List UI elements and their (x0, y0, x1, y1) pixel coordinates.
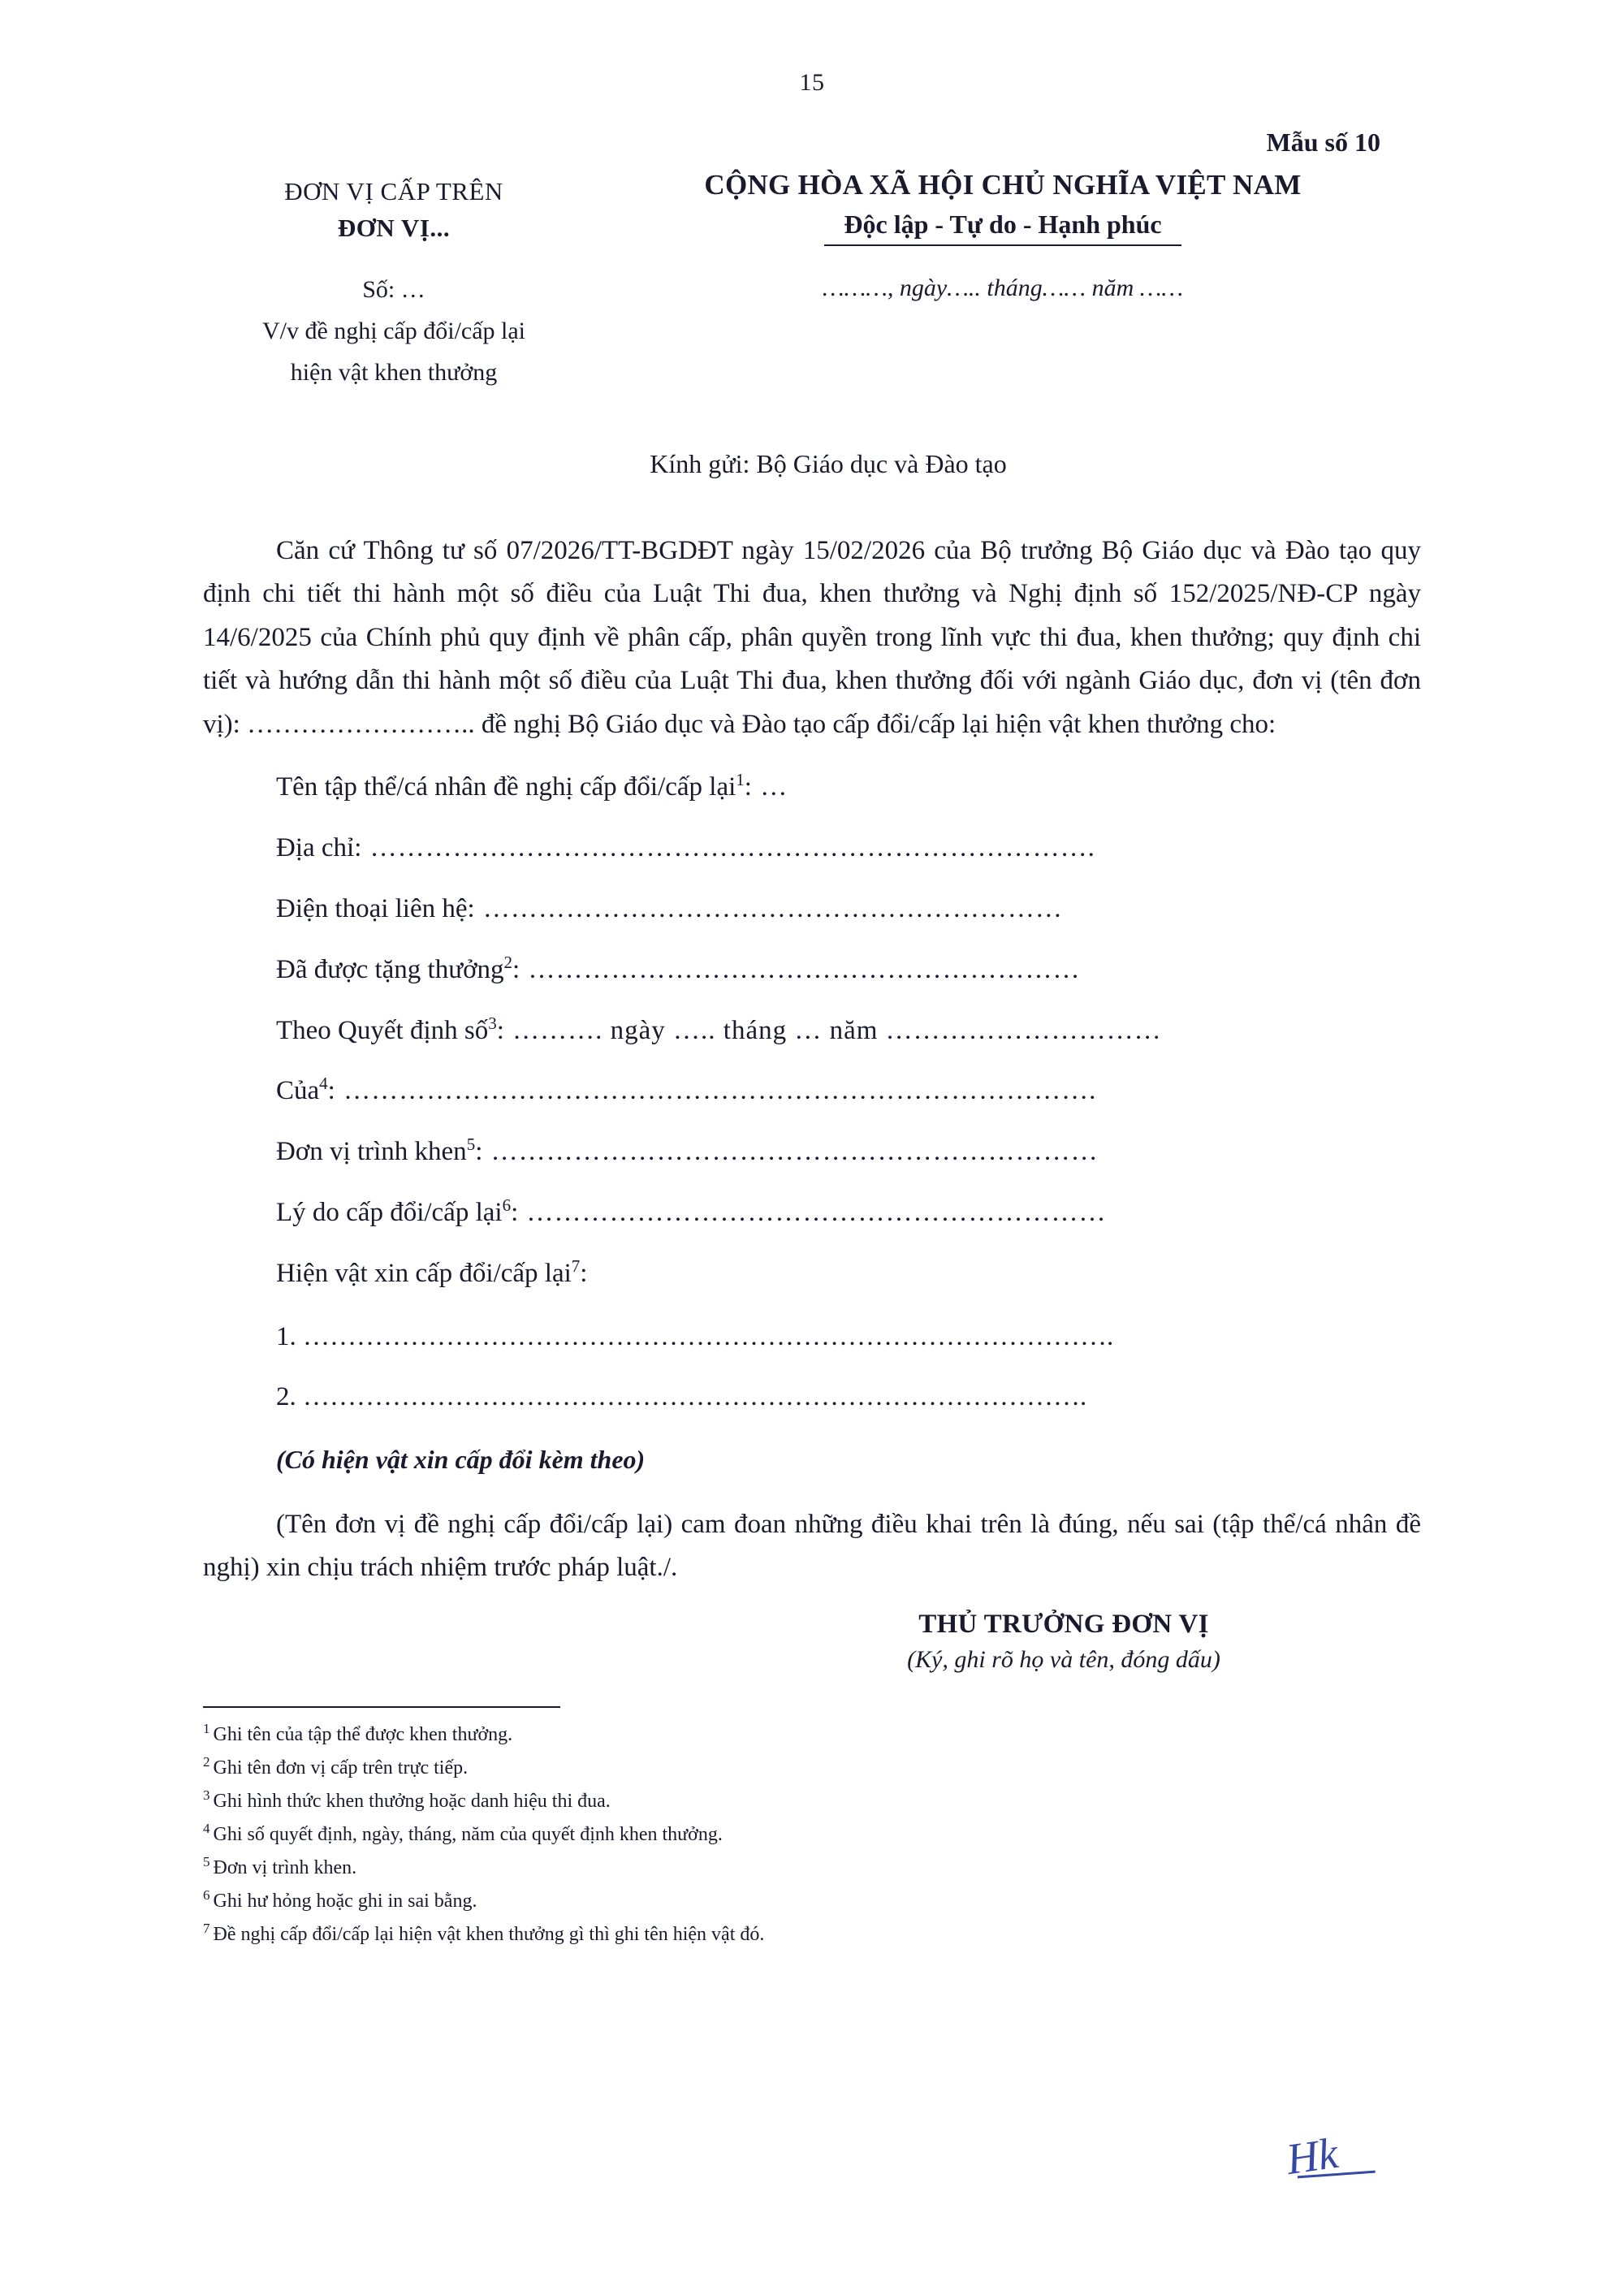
doc-number: Số: … (362, 275, 425, 303)
footnote-number: 5 (203, 1853, 210, 1869)
item-lines (276, 1318, 1421, 1417)
body-paragraph (203, 529, 1421, 746)
footnote-number: 4 (203, 1821, 210, 1837)
signer-title: THỦ TRƯỞNG ĐƠN VỊ (918, 1610, 1209, 1640)
footnote-text: Ghi hình thức khen thưởng hoặc danh hiệu thi đua. (213, 1791, 611, 1813)
document-subheader (203, 271, 1421, 391)
footnote-number: 6 (203, 1887, 210, 1903)
item-line: 2. ……………………………………………………………………………. (276, 1381, 1087, 1411)
fields-list (203, 767, 1421, 1479)
footnote-text: Ghi tên đơn vị cấp trên trực tiếp. (213, 1757, 469, 1779)
field-value: : (580, 1258, 589, 1288)
field-row (276, 1132, 1421, 1172)
national-header-block (585, 169, 1421, 246)
national-motto (824, 210, 1181, 246)
motto-underline (824, 244, 1181, 246)
field-label: Đã được tặng thưởng (276, 954, 504, 984)
body-paragraph-text: Căn cứ Thông tư số 07/2026/TT-BGDĐT ngày 15/02/2026 của Bộ trưởng Bộ Giáo dục và Đào tạo quy định chi tiết thi hành một số điều của Luật Thi đua, khen thưởng và Nghị định số 152/2025/NĐ-CP ngày 14/6/2025 của Chính phủ quy định về phân cấp, phân quyền trong lĩnh vực thi đua, khen thưởng; quy định chi tiết và hướng dẫn thi hành một số điều của Luật Thi đua, khen thưởng đối với ngành Giáo dục, đơn vị (tên đơn vị): …………………….. đề nghị Bộ Giáo dục và Đào tạo cấp đổi/cấp lại hiện vật khen thưởng cho: (203, 535, 1421, 739)
footnote-number: 1 (203, 1721, 210, 1737)
footnote-text: Đơn vị trình khen. (213, 1856, 357, 1878)
item-line: 1. ………………………………………………………………………………. (276, 1321, 1114, 1351)
closing-paragraph (203, 1503, 1421, 1589)
national-motto-text: Độc lập - Tự do - Hạnh phúc (844, 210, 1162, 239)
field-value: : ……………………………………………………… (511, 1198, 1107, 1228)
field-label: Tên tập thể/cá nhân đề nghị cấp đổi/cấp lại (276, 772, 736, 802)
field-row (276, 1071, 1421, 1111)
field-row (276, 1011, 1421, 1051)
field-row (276, 828, 1421, 868)
form-code: Mẫu số 10 (1266, 127, 1380, 157)
attachment-note: (Có hiện vật xin cấp đổi kèm theo) (276, 1445, 646, 1475)
field-value: : ……………………………………………………… (467, 893, 1063, 923)
field-value: : … (744, 772, 788, 802)
field-row (276, 950, 1421, 990)
field-value: : ……………………………………………………………………. (354, 832, 1095, 862)
field-label: Đơn vị trình khen (276, 1137, 467, 1167)
footnote-item (203, 1884, 1421, 1917)
field-label: Lý do cấp đổi/cấp lại (276, 1198, 503, 1228)
upper-unit-label: ĐƠN VỊ CẤP TRÊN (284, 177, 503, 205)
footnote-divider (203, 1706, 560, 1708)
doc-subject-line-1: V/v đề nghị cấp đổi/cấp lại (261, 317, 526, 344)
field-footnote-marker: 1 (736, 770, 745, 790)
footnote-number: 7 (203, 1920, 210, 1936)
footnote-text: Ghi tên của tập thể được khen thưởng. (213, 1724, 513, 1746)
date-line: ………, ngày….. tháng…… năm …… (822, 274, 1184, 301)
field-value: : …………………………………………………… (512, 954, 1081, 984)
field-footnote-marker: 6 (502, 1195, 512, 1216)
footnote-text: Ghi hư hỏng hoặc ghi in sai bằng. (213, 1890, 477, 1912)
field-row (276, 889, 1421, 929)
field-value: : ………………………………………………………………………. (327, 1076, 1097, 1106)
footnote-text: Đề nghị cấp đổi/cấp lại hiện vật khen thưởng gì thì ghi tên hiện vật đó. (213, 1923, 765, 1945)
field-footnote-marker: 4 (319, 1074, 328, 1094)
footnotes-list (203, 1718, 1421, 1950)
field-footnote-marker: 7 (571, 1256, 581, 1276)
signature-block (203, 1610, 1421, 1674)
field-label: Theo Quyết định số (276, 1015, 489, 1045)
field-row (276, 1193, 1421, 1233)
handwritten-signature-mark (1283, 2123, 1375, 2185)
field-label: Của (276, 1076, 320, 1106)
footnote-number: 3 (203, 1787, 210, 1804)
recipient-line: Kính gửi: Bộ Giáo dục và Đào tạo (650, 448, 1007, 478)
page-number: 15 (799, 69, 825, 96)
signature-mark-text: Hk (1283, 2128, 1341, 2185)
field-row (276, 1254, 1421, 1294)
doc-reference-block (203, 271, 585, 391)
footnote-text: Ghi số quyết định, ngày, tháng, năm của quyết định khen thưởng. (213, 1824, 723, 1846)
footnote-number: 2 (203, 1754, 210, 1770)
field-footnote-marker: 3 (488, 1013, 497, 1033)
document-header (203, 169, 1421, 247)
country-name: CỘNG HÒA XÃ HỘI CHỦ NGHĨA VIỆT NAM (704, 169, 1302, 201)
field-label: Điện thoại liên hệ (276, 893, 468, 923)
field-footnote-marker: 5 (466, 1135, 476, 1155)
unit-label: ĐƠN VỊ... (337, 213, 451, 242)
footnote-item (203, 1817, 1421, 1851)
footnote-item (203, 1718, 1421, 1751)
footnote-item (203, 1917, 1421, 1951)
field-label: Hiện vật xin cấp đổi/cấp lại (276, 1258, 572, 1288)
footnote-item (203, 1751, 1421, 1784)
field-row (276, 767, 1421, 807)
field-label: Địa chỉ (276, 832, 355, 862)
field-value: : ………………………………………………………… (475, 1137, 1099, 1167)
footnote-item (203, 1784, 1421, 1817)
footnote-item (203, 1851, 1421, 1884)
field-footnote-marker: 2 (503, 952, 513, 972)
field-value: : ………. ngày ….. tháng … năm ………………………… (496, 1015, 1162, 1045)
signer-hint: (Ký, ghi rõ họ và tên, đóng dấu) (907, 1646, 1220, 1674)
issuing-unit-block (203, 169, 585, 247)
closing-text: (Tên đơn vị đề nghị cấp đổi/cấp lại) cam đoan những điều khai trên là đúng, nếu sai (tập thể/cá nhân đề nghị) xin chịu trách nhiệm trước pháp luật./. (203, 1509, 1421, 1582)
doc-subject-line-2: hiện vật khen thưởng (290, 358, 498, 386)
